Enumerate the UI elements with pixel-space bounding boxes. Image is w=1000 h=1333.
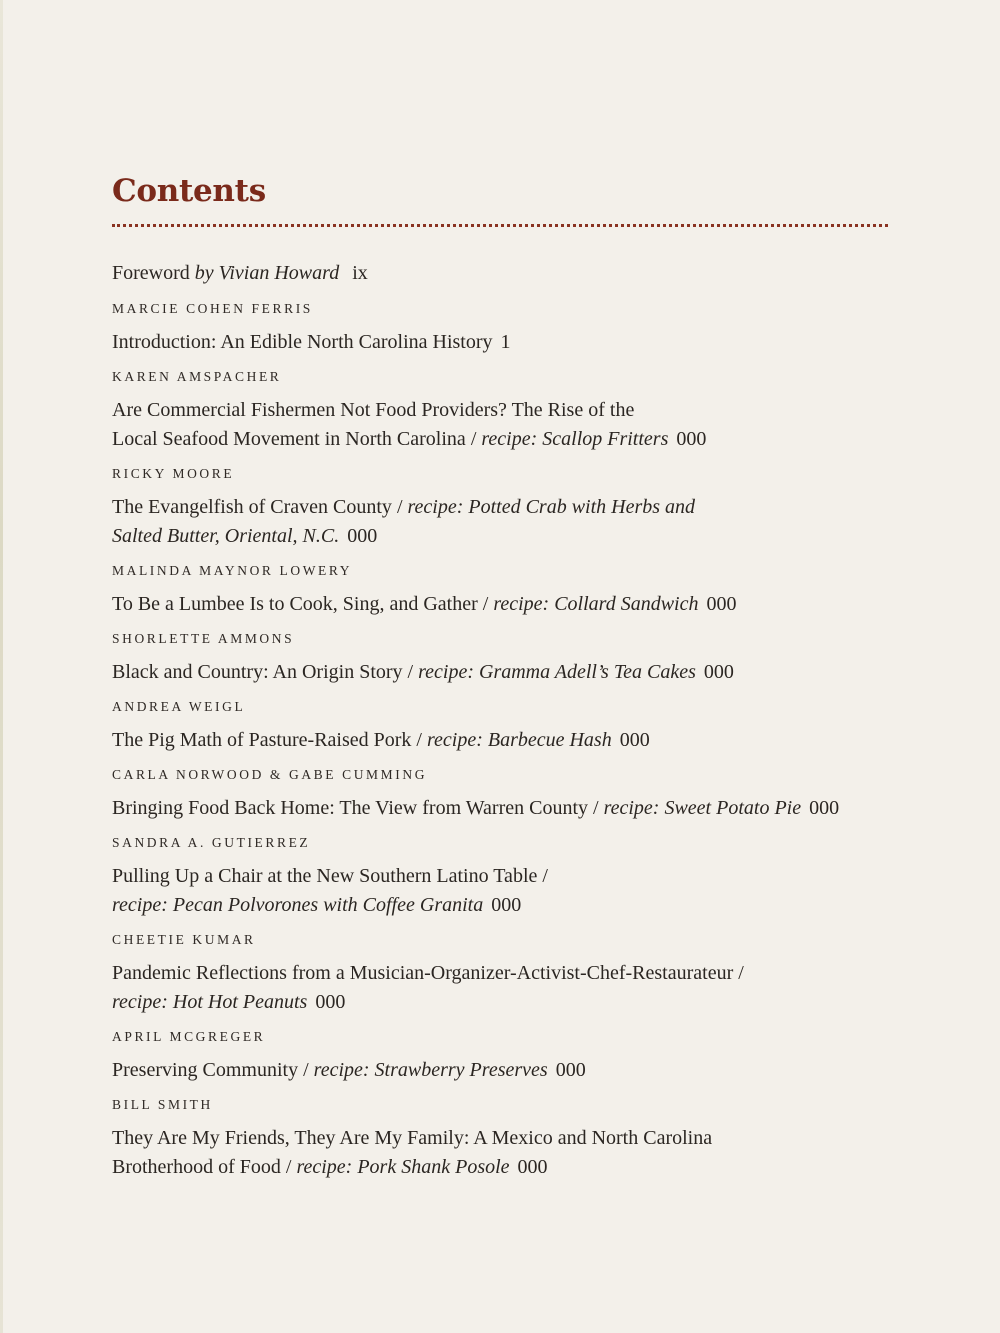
page-number: 000: [517, 1156, 548, 1178]
entry-recipe: recipe: Pecan Polvorones with Coffee Granita: [112, 894, 484, 916]
title-line: Bringing Food Back Home: The View from Warren County: [112, 797, 589, 819]
title-line: Are Commercial Fishermen Not Food Providers? The Rise of the: [112, 399, 635, 421]
toc-entry[interactable]: [112, 629, 888, 687]
separator: /: [285, 1156, 292, 1178]
page-number: 000: [619, 729, 650, 751]
title-line: Pandemic Reflections from a Musician-Organizer-Activist-Chef-Restaurateur /: [112, 962, 744, 984]
page-number: ix: [352, 262, 368, 284]
entry-recipe: recipe: Pork Shank Posole: [296, 1156, 510, 1178]
entry-recipe: recipe: Strawberry Preserves: [313, 1059, 548, 1081]
entry-title: [112, 1056, 888, 1085]
entry-author: CARLA NORWOOD & GABE CUMMING: [112, 767, 428, 782]
entry-author: CHEETIE KUMAR: [112, 932, 256, 947]
toc-entry[interactable]: [112, 561, 888, 619]
title-line: The Pig Math of Pasture-Raised Pork: [112, 729, 412, 751]
separator: /: [407, 661, 414, 683]
toc-entry-foreword[interactable]: [112, 259, 888, 288]
separator: /: [396, 496, 403, 518]
title-line: The Evangelfish of Craven County: [112, 496, 392, 518]
page-number: 1: [500, 331, 511, 353]
entry-title: [112, 493, 888, 551]
entry-author: MARCIE COHEN FERRIS: [112, 301, 313, 316]
separator: /: [303, 1059, 309, 1081]
entry-recipe: recipe: Collard Sandwich: [493, 593, 699, 615]
entry-title: [112, 726, 888, 755]
title-line: Introduction: An Edible North Carolina History: [112, 331, 493, 353]
entry-recipe: recipe: Scallop Fritters: [481, 428, 669, 450]
page-number: 000: [347, 525, 378, 547]
toc-entry[interactable]: [112, 697, 888, 755]
page-number: 000: [703, 661, 734, 683]
entry-recipe: recipe: Potted Crab with Herbs and: [407, 496, 696, 518]
entry-author: ANDREA WEIGL: [112, 699, 246, 714]
toc-entry[interactable]: [112, 1027, 888, 1085]
entry-recipe: recipe: Sweet Potato Pie: [603, 797, 802, 819]
page-edge: [0, 0, 3, 1333]
page-title: Contents: [112, 173, 266, 209]
entry-recipe: recipe: Hot Hot Peanuts: [112, 991, 308, 1013]
entry-title: [112, 959, 888, 1017]
separator: /: [482, 593, 489, 615]
entry-author: SANDRA A. GUTIERREZ: [112, 835, 311, 850]
foreword-label: Foreword: [112, 262, 190, 284]
toc-list: [112, 259, 888, 1182]
entry-title: [112, 658, 888, 687]
title-line: Black and Country: An Origin Story: [112, 661, 403, 683]
toc-entry[interactable]: [112, 765, 888, 823]
toc-entry[interactable]: [112, 1095, 888, 1182]
page-number: 000: [555, 1059, 586, 1081]
separator: /: [470, 428, 477, 450]
entry-recipe: recipe: Barbecue Hash: [426, 729, 612, 751]
title-line: They Are My Friends, They Are My Family: A Mexico and North Carolina: [112, 1127, 713, 1149]
toc-entry[interactable]: [112, 464, 888, 551]
title-line: Pulling Up a Chair at the New Southern Latino Table /: [112, 865, 548, 887]
title-line: Preserving Community: [112, 1059, 299, 1081]
entry-author: BILL SMITH: [112, 1097, 213, 1112]
entry-author: SHORLETTE AMMONS: [112, 631, 295, 646]
dotted-rule: [112, 224, 888, 227]
entry-title: [112, 396, 888, 454]
toc-entry[interactable]: [112, 833, 888, 920]
title-line: To Be a Lumbee Is to Cook, Sing, and Gather: [112, 593, 478, 615]
entry-title: [112, 328, 888, 357]
title-line: Brotherhood of Food: [112, 1156, 281, 1178]
page-number: 000: [706, 593, 737, 615]
toc-entry[interactable]: [112, 299, 888, 357]
entry-author: KAREN AMSPACHER: [112, 369, 282, 384]
toc-entry[interactable]: [112, 930, 888, 1017]
separator: /: [593, 797, 599, 819]
entry-author: RICKY MOORE: [112, 466, 235, 481]
separator: /: [416, 729, 422, 751]
entry-author: MALINDA MAYNOR LOWERY: [112, 563, 353, 578]
entry-title: [112, 590, 888, 619]
contents-page: [112, 170, 888, 1192]
entry-author: APRIL MCGREGER: [112, 1029, 266, 1044]
toc-entry[interactable]: [112, 367, 888, 454]
entry-recipe: recipe: Gramma Adell’s Tea Cakes: [418, 661, 696, 683]
entry-title: [112, 794, 888, 823]
entry-title: [112, 862, 888, 920]
page-number: 000: [809, 797, 840, 819]
page-number: 000: [491, 894, 522, 916]
foreword-author: by Vivian Howard: [194, 262, 340, 284]
title-line: Local Seafood Movement in North Carolina: [112, 428, 466, 450]
entry-title: [112, 1124, 888, 1182]
page-number: 000: [676, 428, 707, 450]
page-number: 000: [315, 991, 346, 1013]
entry-recipe: Salted Butter, Oriental, N.C.: [112, 525, 340, 547]
